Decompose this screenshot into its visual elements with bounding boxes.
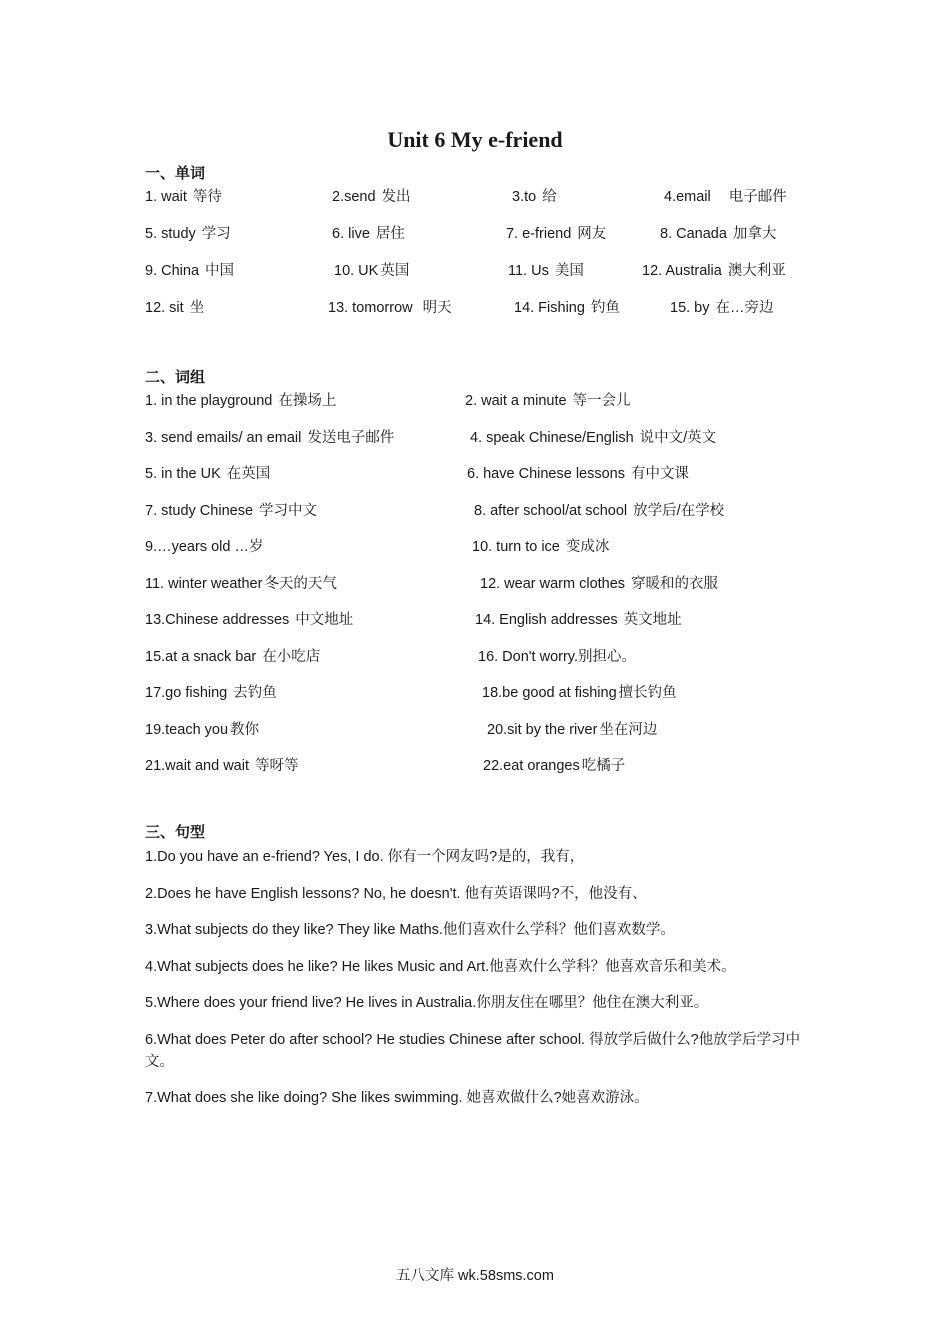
sentence-item: 7.What does she like doing? She likes swimming. 她喜欢做什么?她喜欢游泳。	[145, 1090, 649, 1106]
phrase-item: 1. in the playground 在操场上	[145, 393, 337, 409]
phrase-item: 13.Chinese addresses 中文地址	[145, 612, 354, 628]
word-item: 5. study 学习	[145, 226, 231, 242]
phrase-item: 6. have Chinese lessons 有中文课	[467, 466, 689, 482]
word-item: 10. UK 英国	[334, 263, 410, 279]
phrase-item: 15.at a snack bar 在小吃店	[145, 649, 321, 665]
word-item: 6. live 居住	[332, 226, 405, 242]
sentence-item: 1.Do you have an e-friend? Yes, I do. 你有一个网友吗?是的，我有，	[145, 849, 585, 865]
phrase-item: 21.wait and wait 等呀等	[145, 758, 299, 774]
phrase-item: 19.teach you 教你	[145, 722, 260, 738]
sentence-item: 3.What subjects do they like? They like Maths.他们喜欢什么学科？他们喜欢数学。	[145, 922, 675, 938]
phrase-item: 11. winter weather 冬天的天气	[145, 576, 337, 592]
phrase-item: 2. wait a minute 等一会儿	[465, 393, 631, 409]
word-item: 8. Canada 加拿大	[660, 226, 777, 242]
words-heading: 一、单词	[145, 165, 206, 182]
word-item: 15. by 在…旁边	[670, 300, 774, 316]
phrase-item: 20.sit by the river 坐在河边	[487, 722, 658, 738]
word-item: 4.email 电子邮件	[664, 189, 787, 205]
word-item: 3.to 给	[512, 189, 557, 205]
word-item: 9. China 中国	[145, 263, 235, 279]
sentences-heading: 三、句型	[145, 824, 206, 841]
phrases-heading: 二、词组	[145, 369, 206, 386]
phrase-item: 22.eat oranges 吃橘子	[483, 758, 626, 774]
phrase-item: 17.go fishing 去钓鱼	[145, 685, 277, 701]
footer-watermark: 五八文库 wk.58sms.com	[396, 1268, 554, 1284]
phrase-item: 8. after school/at school 放学后/在学校	[474, 503, 725, 519]
phrase-item: 7. study Chinese 学习中文	[145, 503, 318, 519]
phrase-item: 16. Don't worry.别担心。	[478, 649, 637, 665]
phrase-item: 18.be good at fishing 擅长钓鱼	[482, 685, 677, 701]
word-item: 7. e-friend 网友	[506, 226, 607, 242]
word-item: 13. tomorrow 明天	[328, 300, 452, 316]
phrase-item: 10. turn to ice 变成冰	[472, 539, 610, 555]
phrase-item: 12. wear warm clothes 穿暖和的衣服	[480, 576, 719, 592]
phrase-item: 5. in the UK 在英国	[145, 466, 271, 482]
phrase-item: 3. send emails/ an email 发送电子邮件	[145, 430, 395, 446]
word-item: 1. wait 等待	[145, 189, 222, 205]
sentence-item: 4.What subjects does he like? He likes Music and Art.他喜欢什么学科？他喜欢音乐和美术。	[145, 959, 736, 975]
word-item: 14. Fishing 钓鱼	[514, 300, 620, 316]
page-title: Unit 6 My e-friend	[387, 127, 563, 152]
word-item: 11. Us 美国	[508, 263, 584, 279]
phrase-item: 14. English addresses 英文地址	[475, 612, 682, 628]
word-item: 12. Australia 澳大利亚	[642, 263, 786, 279]
sentence-item: 2.Does he have English lessons? No, he doesn't. 他有英语课吗?不，他没有、	[145, 886, 647, 902]
word-item: 2.send 发出	[332, 189, 411, 205]
sentence-item: 6.What does Peter do after school? He studies Chinese after school. 得放学后做什么?他放学后学习中文。	[145, 1032, 801, 1070]
phrase-item: 4. speak Chinese/English 说中文/英文	[470, 430, 717, 446]
word-item: 12. sit 坐	[145, 300, 205, 316]
phrase-item: 9.…years old …岁	[145, 539, 264, 555]
sentence-item: 5.Where does your friend live? He lives in Australia.你朋友住在哪里？他住在澳大利亚。	[145, 995, 709, 1011]
